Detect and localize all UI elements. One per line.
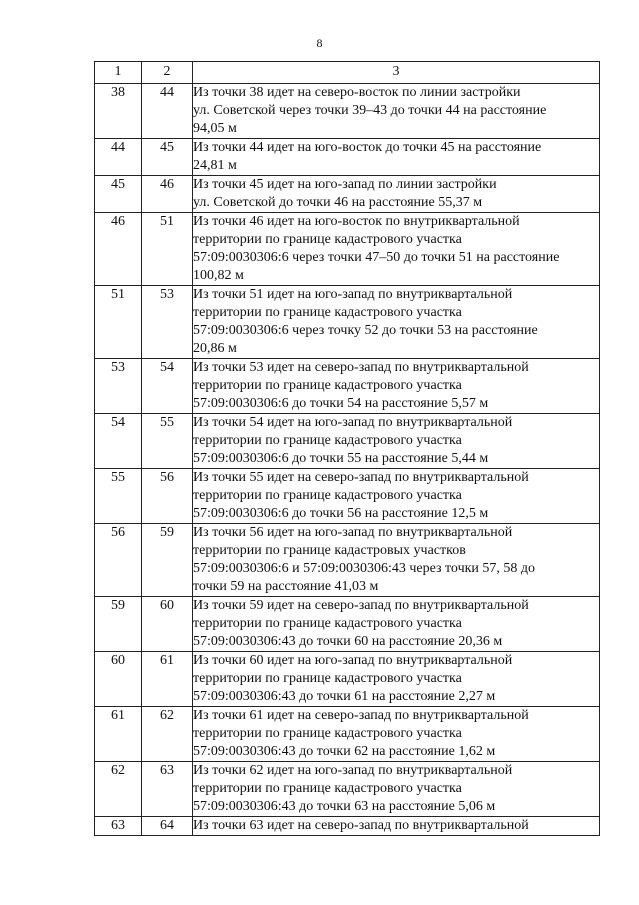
description-line: Из точки 60 идет на юго-запад по внутриквартальной [193,653,513,668]
description-line: Из точки 55 идет на северо-запад по внутриквартальной [193,470,529,485]
to-point-cell: 59 [142,524,193,597]
from-point-cell: 54 [95,414,142,469]
description-cell [193,213,600,286]
description-line: 94,05 м [193,121,237,136]
to-point-cell: 56 [142,469,193,524]
description-line: 20,86 м [193,341,237,356]
description-line: ул. Советской до точки 46 на расстояние 55,37 м [193,195,483,210]
description-line: Из точки 38 идет на северо-восток по линии застройки [193,85,521,100]
to-point-cell: 63 [142,762,193,817]
description-line: ул. Советской через точки 39–43 до точки 44 на расстояние [193,103,547,118]
to-point-cell: 54 [142,359,193,414]
from-point-cell: 59 [95,597,142,652]
from-point-cell: 53 [95,359,142,414]
description-line: территории по границе кадастрового участка [193,781,462,796]
description-line: 24,81 м [193,158,237,173]
description-line: Из точки 53 идет на северо-запад по внутриквартальной [193,360,529,375]
from-point-cell: 63 [95,817,142,836]
description-cell [193,597,600,652]
description-line: 57:09:0030306:43 до точки 60 на расстояние 20,36 м [193,634,503,649]
description-line: Из точки 46 идет на юго-восток по внутриквартальной [193,214,520,229]
from-point-cell: 45 [95,176,142,213]
table-row [95,359,600,414]
description-line: 57:09:0030306:6 до точки 54 на расстояние 5,57 м [193,396,489,411]
description-line: Из точки 45 идет на юго-запад по линии застройки [193,177,497,192]
description-line: точки 59 на расстояние 41,03 м [193,579,379,594]
description-cell [193,286,600,359]
description-line: Из точки 51 идет на юго-запад по внутриквартальной [193,287,513,302]
table-row [95,524,600,597]
description-line: 57:09:0030306:6 через точки 47–50 до точки 51 на расстояние [193,250,560,265]
description-cell [193,762,600,817]
boundary-description-table [94,61,600,836]
description-line: Из точки 63 идет на северо-запад по внутриквартальной [193,818,529,833]
description-line: 57:09:0030306:6 и 57:09:0030306:43 через точки 57, 58 до [193,561,536,576]
description-line: 57:09:0030306:6 до точки 55 на расстояние 5,44 м [193,451,489,466]
description-cell [193,652,600,707]
description-line: Из точки 62 идет на юго-запад по внутриквартальной [193,763,513,778]
from-point-cell: 38 [95,84,142,139]
description-line: территории по границе кадастрового участка [193,488,462,503]
description-cell [193,84,600,139]
to-point-cell: 53 [142,286,193,359]
table-body [95,84,600,836]
from-point-cell: 44 [95,139,142,176]
from-point-cell: 61 [95,707,142,762]
page-number: 8 [316,36,323,50]
from-point-cell: 46 [95,213,142,286]
to-point-cell: 51 [142,213,193,286]
description-line: территории по границе кадастрового участка [193,616,462,631]
from-point-cell: 51 [95,286,142,359]
table-row [95,469,600,524]
description-line: 57:09:0030306:43 до точки 62 на расстояние 1,62 м [193,744,496,759]
description-line: 100,82 м [193,268,244,283]
to-point-cell: 55 [142,414,193,469]
description-cell [193,359,600,414]
description-line: Из точки 54 идет на юго-запад по внутриквартальной [193,415,513,430]
table-row [95,414,600,469]
description-line: территории по границе кадастрового участка [193,433,462,448]
to-point-cell: 46 [142,176,193,213]
description-cell [193,707,600,762]
from-point-cell: 60 [95,652,142,707]
description-line: 57:09:0030306:43 до точки 63 на расстояние 5,06 м [193,799,496,814]
to-point-cell: 60 [142,597,193,652]
to-point-cell: 62 [142,707,193,762]
table-row [95,84,600,139]
description-line: территории по границе кадастровых участков [193,543,466,558]
description-line: территории по границе кадастрового участка [193,232,462,247]
description-line: 57:09:0030306:6 до точки 56 на расстояние 12,5 м [193,506,489,521]
from-point-cell: 62 [95,762,142,817]
to-point-cell: 45 [142,139,193,176]
to-point-cell: 44 [142,84,193,139]
table-row [95,213,600,286]
description-line: Из точки 56 идет на юго-запад по внутриквартальной [193,525,513,540]
description-line: территории по границе кадастрового участка [193,726,462,741]
table-row [95,176,600,213]
table-row [95,707,600,762]
column-header-to-point: 2 [142,62,193,84]
description-line: Из точки 59 идет на северо-запад по внутриквартальной [193,598,529,613]
description-cell [193,414,600,469]
table-header-row [95,62,600,84]
to-point-cell: 64 [142,817,193,836]
table-row [95,139,600,176]
description-cell [193,817,600,836]
description-cell [193,469,600,524]
description-line: 57:09:0030306:43 до точки 61 на расстояние 2,27 м [193,689,496,704]
description-cell [193,139,600,176]
table-row [95,286,600,359]
table-row [95,597,600,652]
to-point-cell: 61 [142,652,193,707]
description-line: Из точки 61 идет на северо-запад по внутриквартальной [193,708,529,723]
table-row [95,652,600,707]
description-cell [193,176,600,213]
column-header-description: 3 [193,62,600,84]
table-row [95,762,600,817]
description-line: территории по границе кадастрового участка [193,305,462,320]
column-header-from-point: 1 [95,62,142,84]
description-line: Из точки 44 идет на юго-восток до точки 45 на расстояние [193,140,542,155]
description-line: территории по границе кадастрового участка [193,378,462,393]
from-point-cell: 56 [95,524,142,597]
table-row [95,817,600,836]
description-cell [193,524,600,597]
description-line: 57:09:0030306:6 через точку 52 до точки 53 на расстояние [193,323,538,338]
from-point-cell: 55 [95,469,142,524]
description-line: территории по границе кадастрового участка [193,671,462,686]
